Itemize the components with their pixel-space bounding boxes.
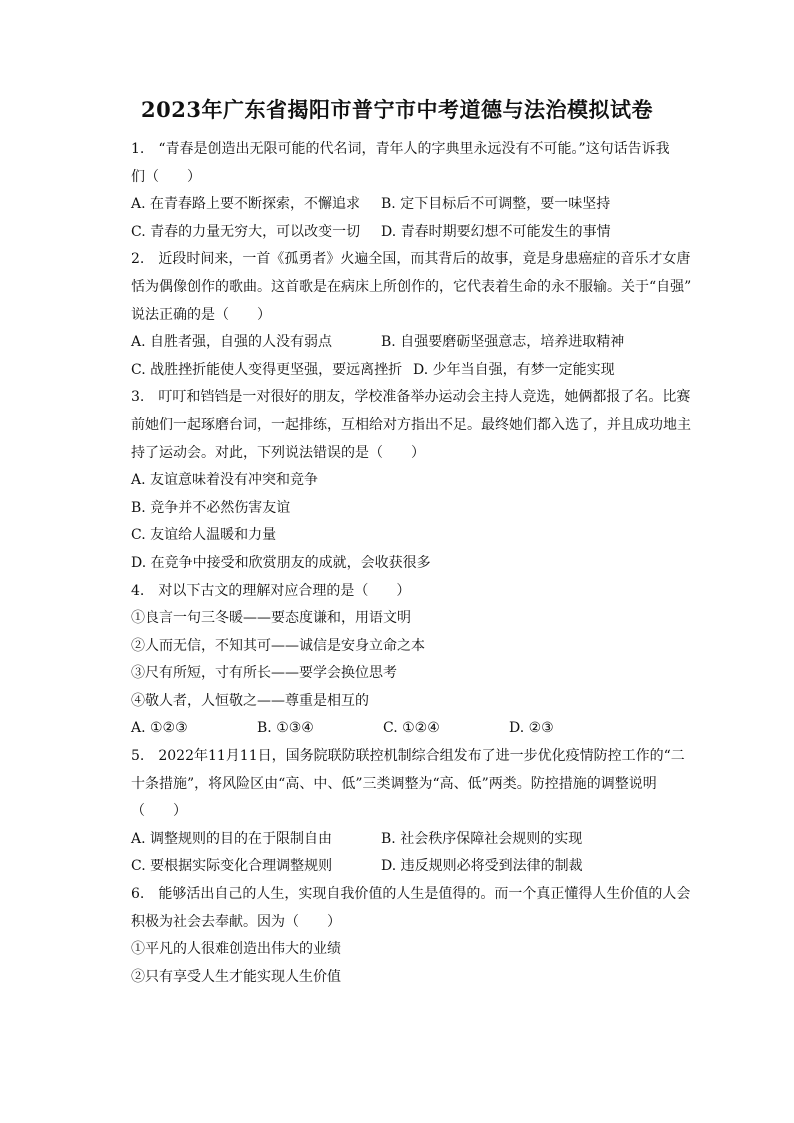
- statement-4: ④敬人者，人恒敬之——尊重是相互的: [131, 692, 369, 709]
- options-row: [131, 191, 701, 219]
- option-d: D. 少年当自强，有梦一定能实现: [413, 361, 615, 378]
- option-c: C. 战胜挫折能使人变得更坚强，要远离挫折: [131, 361, 403, 378]
- option-a: A. 自胜者强，自强的人没有弱点: [131, 334, 333, 351]
- question-stem-line: 2. 近段时间来，一首《孤勇者》火遍全国，而其背后的故事，竟是身患癌症的音乐才女唐: [131, 251, 691, 268]
- question-stem-line: 1. “青春是创造出无限可能的代名词，青年人的字典里永远没有不可能。”这句话告诉我: [131, 141, 670, 157]
- option-d: D. 在竞争中接受和欣赏朋友的成就，会收获很多: [131, 554, 431, 571]
- statement-1: ①平凡的人很难创造出伟大的业绩: [131, 941, 341, 958]
- option-b: B. 自强要磨砺坚强意志，培养进取精神: [381, 334, 625, 351]
- option-b: B. 竞争并不必然伤害友谊: [131, 499, 291, 516]
- option-a: A. ①②③: [131, 720, 188, 737]
- statement-2: ②人而无信，不知其可——诚信是安身立命之本: [131, 637, 425, 654]
- options-row: [131, 329, 701, 357]
- question-stem-line: 前她们一起琢磨台词，一起排练，互相给对方指出不足。最终她们都入选了，并且成功地主: [131, 416, 691, 433]
- options-row: [131, 357, 701, 385]
- option-b: B. ①③④: [257, 720, 314, 737]
- question-stem-line: 4. 对以下古文的理解对应合理的是（ ）: [131, 582, 411, 599]
- question-stem-line: 5. 2022年11月11日，国务院联防联控机制综合组发布了进一步优化疫情防控工作的“二: [131, 748, 685, 765]
- question-stem-line: 6. 能够活出自己的人生，实现自我价值的人生是值得的。而一个真正懂得人生价值的人会: [131, 886, 691, 903]
- options-row: [131, 219, 701, 247]
- option-c: C. ①②④: [383, 720, 440, 737]
- option-d: D. 青春时期要幻想不可能发生的事情: [381, 223, 611, 240]
- question-5: [131, 743, 701, 881]
- question-stem-line: 十条措施”，将风险区由“高、中、低”三类调整为“高、低”两类。防控措施的调整说明: [131, 775, 657, 792]
- question-3: [131, 384, 701, 577]
- options-row: [131, 826, 701, 854]
- statement-1: ①良言一句三冬暖——要态度谦和，用语文明: [131, 610, 411, 627]
- question-1: [131, 136, 701, 246]
- statement-2: ②只有享受人生才能实现人生价值: [131, 968, 341, 985]
- exam-title: 2023年广东省揭阳市普宁市中考道德与法治模拟试卷: [141, 97, 653, 122]
- option-d: D. ②③: [509, 720, 554, 737]
- question-6: [131, 881, 701, 991]
- question-stem-line: 说法正确的是（ ）: [131, 306, 271, 323]
- option-a: A. 友谊意味着没有冲突和竞争: [131, 472, 319, 489]
- option-c: C. 要根据实际变化合理调整规则: [131, 858, 333, 875]
- option-c: C. 青春的力量无穷大，可以改变一切: [131, 223, 361, 240]
- options-row: [131, 853, 701, 881]
- question-stem-line: 持了运动会。对此，下列说法错误的是（ ）: [131, 444, 425, 461]
- option-b: B. 社会秩序保障社会规则的实现: [381, 830, 583, 847]
- question-stem-line: 积极为社会去奉献。因为（ ）: [131, 913, 341, 930]
- options-row: [131, 715, 701, 743]
- option-c: C. 友谊给人温暖和力量: [131, 527, 277, 544]
- option-b: B. 定下目标后不可调整，要一味坚持: [381, 196, 611, 213]
- question-4: [131, 578, 701, 744]
- question-list: [131, 136, 701, 991]
- question-stem-line: 3. 叮叮和铛铛是一对很好的朋友，学校准备举办运动会主持人竞选，她俩都报了名。比赛: [131, 389, 691, 406]
- option-a: A. 调整规则的目的在于限制自由: [131, 830, 333, 847]
- question-stem-line: （ ）: [131, 803, 187, 820]
- option-d: D. 违反规则必将受到法律的制裁: [381, 858, 583, 875]
- option-a: A. 在青春路上要不断探索，不懈追求: [131, 196, 361, 213]
- statement-3: ③尺有所短，寸有所长——要学会换位思考: [131, 665, 397, 682]
- question-2: [131, 246, 701, 384]
- question-stem-line: 们（ ）: [131, 168, 201, 185]
- question-stem-line: 恬为偶像创作的歌曲。这首歌是在病床上所创作的，它代表着生命的永不服输。关于“自强”: [131, 278, 692, 295]
